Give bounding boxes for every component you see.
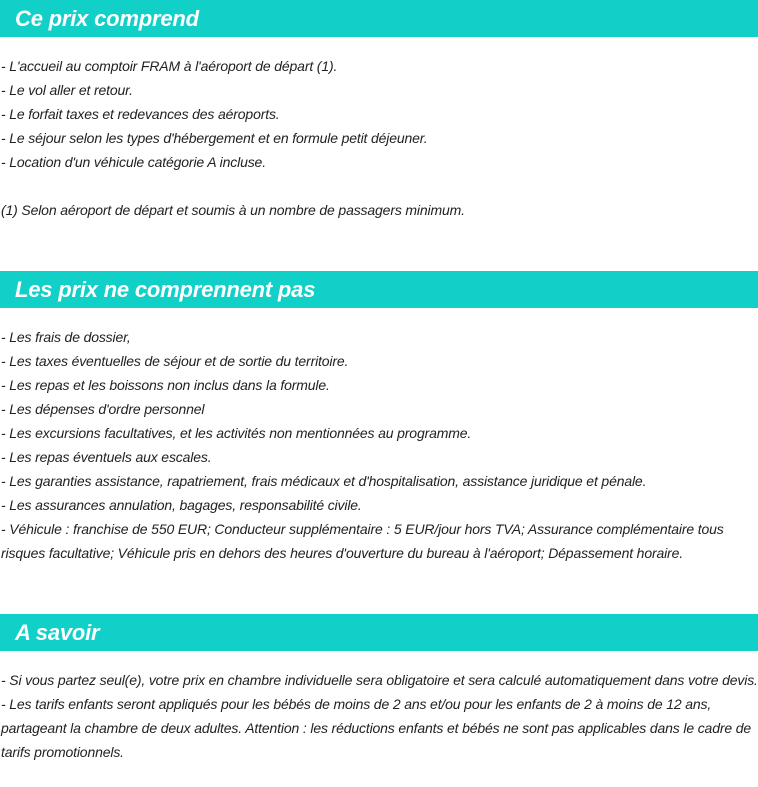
list-item: - Le séjour selon les types d'hébergement et en formule petit déjeuner. xyxy=(1,130,428,146)
section-title: A savoir xyxy=(0,614,758,651)
list-item: - Les dépenses d'ordre personnel xyxy=(1,401,205,417)
section-title: Ce prix comprend xyxy=(0,0,758,37)
list-item: - Le forfait taxes et redevances des aéroports. xyxy=(1,106,280,122)
section-price-excludes xyxy=(0,271,758,565)
list-item: - Les taxes éventuelles de séjour et de sortie du territoire. xyxy=(1,353,349,369)
section-body xyxy=(0,325,758,565)
list-item: - Les frais de dossier, xyxy=(1,329,131,345)
section-body xyxy=(0,54,758,222)
section-title: Les prix ne comprennent pas xyxy=(0,271,758,308)
list-item: - L'accueil au comptoir FRAM à l'aéroport de départ (1). xyxy=(1,58,338,74)
list-item: - Le vol aller et retour. xyxy=(1,82,133,98)
section-good-to-know xyxy=(0,614,758,764)
footnote: (1) Selon aéroport de départ et soumis à un nombre de passagers minimum. xyxy=(1,202,465,218)
list-item: - Location d'un véhicule catégorie A incluse. xyxy=(1,154,266,170)
list-item: - Les garanties assistance, rapatriement, frais médicaux et d'hospitalisation, assistance juridique et pénale. xyxy=(1,473,647,489)
section-body xyxy=(0,668,758,764)
list-item: - Les tarifs enfants seront appliqués pour les bébés de moins de 2 ans et/ou pour les enfants de 2 à moins de 12 ans, partageant la chambre de deux adultes. Attention : les réductions enfants et bébés ne sont pas applicables dans le cadre de tarifs promotionnels. xyxy=(1,696,751,760)
spacer xyxy=(1,174,758,198)
list-item: - Les repas et les boissons non inclus dans la formule. xyxy=(1,377,330,393)
list-item: - Les repas éventuels aux escales. xyxy=(1,449,212,465)
list-item: - Véhicule : franchise de 550 EUR; Conducteur supplémentaire : 5 EUR/jour hors TVA; Assurance complémentaire tous risques facultative; Véhicule pris en dehors des heures d'ouverture du bureau à l'aéroport; Dépassement horaire. xyxy=(1,521,724,561)
list-item: - Les assurances annulation, bagages, responsabilité civile. xyxy=(1,497,362,513)
list-item: - Les excursions facultatives, et les activités non mentionnées au programme. xyxy=(1,425,472,441)
list-item: - Si vous partez seul(e), votre prix en chambre individuelle sera obligatoire et sera calculé automatiquement dans votre devis. xyxy=(1,672,758,688)
section-price-includes xyxy=(0,0,758,222)
